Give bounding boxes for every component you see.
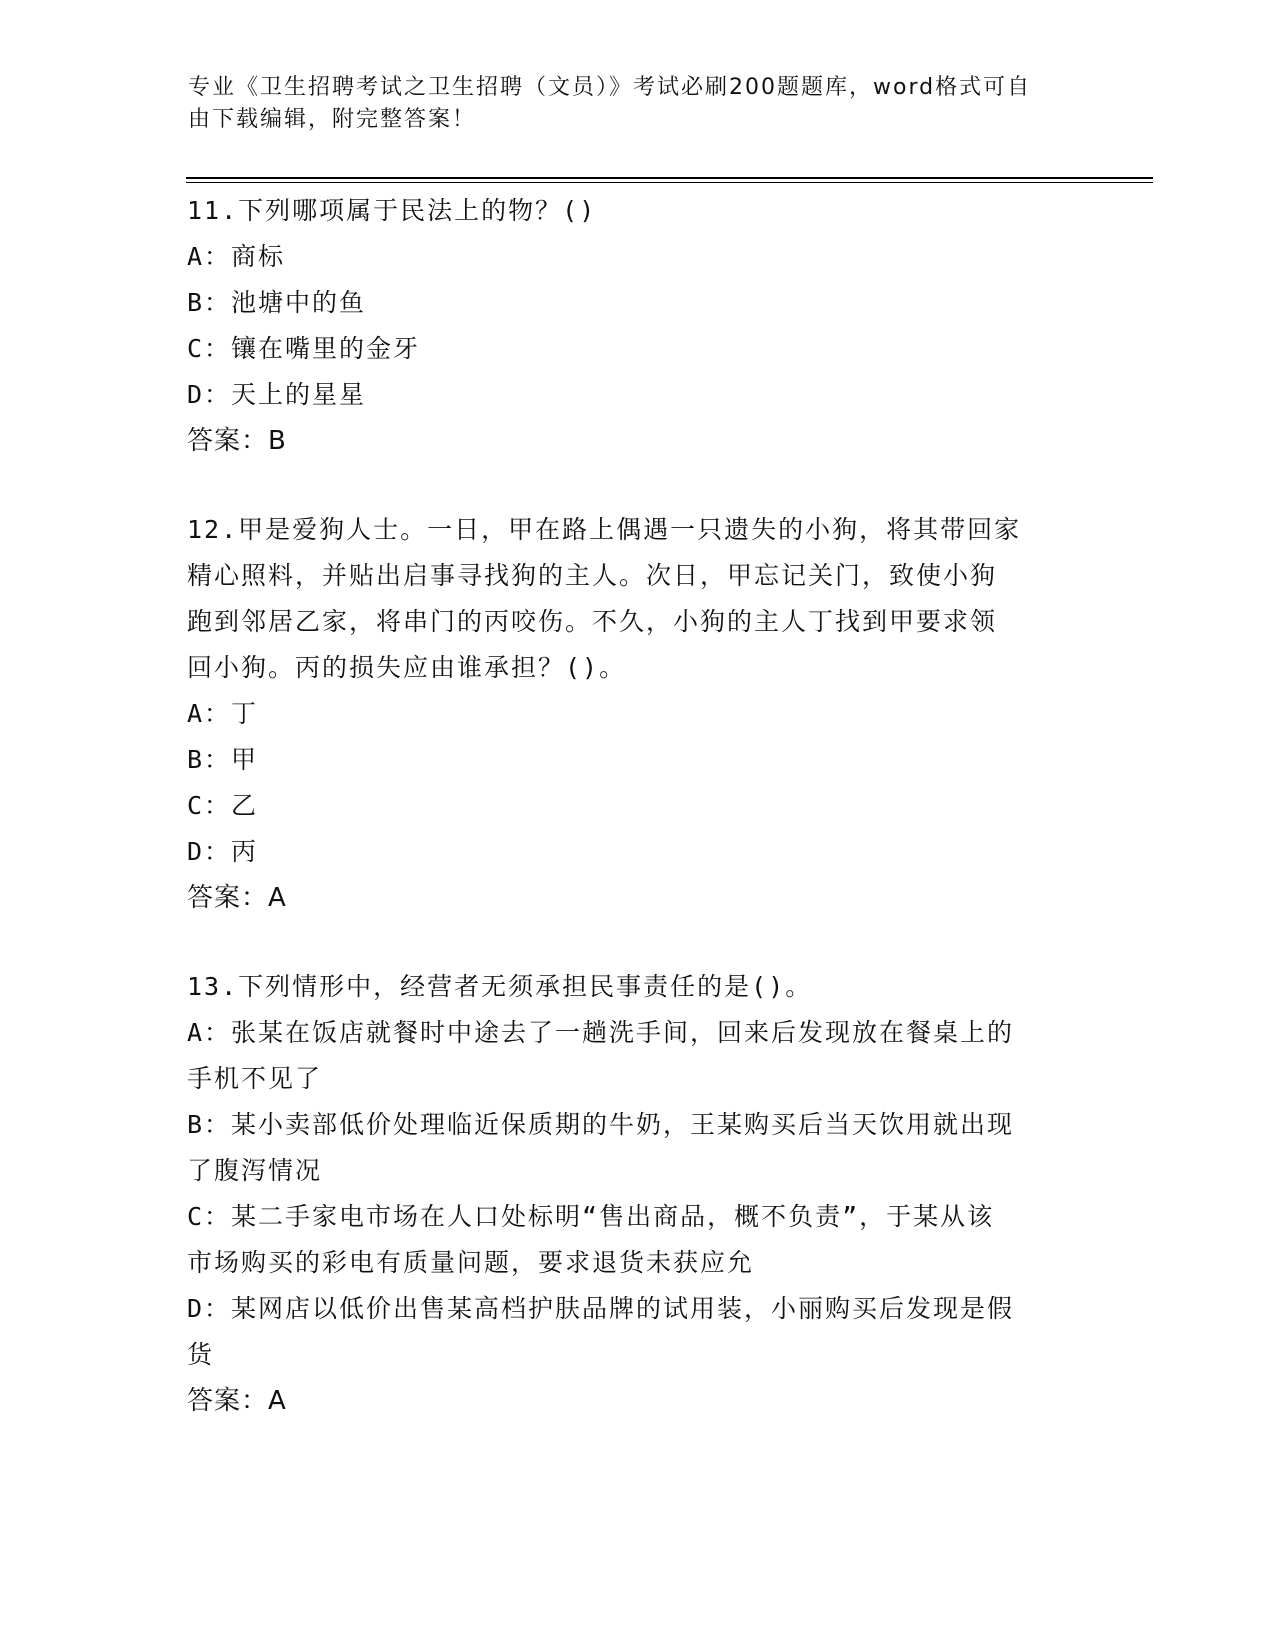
option-d: D：丙 bbox=[187, 837, 259, 866]
option-a: A：张某在饭店就餐时中途去了一趟洗手间，回来后发现放在餐桌上的 bbox=[187, 1018, 1015, 1047]
question-list bbox=[187, 188, 1087, 1467]
option-a: A：商标 bbox=[187, 242, 286, 271]
question-item bbox=[187, 964, 1087, 1424]
answer-text: 答案：A bbox=[187, 883, 287, 913]
question-stem: 回小狗。丙的损失应由谁承担？()。 bbox=[187, 653, 627, 682]
header-line: 由下载编辑，附完整答案！ bbox=[188, 107, 477, 132]
option-d: D：天上的星星 bbox=[187, 380, 367, 409]
option-a-cont: 手机不见了 bbox=[187, 1064, 323, 1093]
option-d-cont: 货 bbox=[187, 1340, 215, 1369]
question-stem: 11.下列哪项属于民法上的物？() bbox=[187, 196, 597, 225]
answer-text: 答案：A bbox=[187, 1386, 287, 1416]
option-b: B：池塘中的鱼 bbox=[187, 288, 367, 317]
question-stem: 跑到邻居乙家，将串门的丙咬伤。不久，小狗的主人丁找到甲要求领 bbox=[187, 607, 998, 636]
option-b: B：某小卖部低价处理临近保质期的牛奶，王某购买后当天饮用就出现 bbox=[187, 1110, 1015, 1139]
answer-text: 答案：B bbox=[187, 426, 287, 456]
option-c: C：乙 bbox=[187, 791, 259, 820]
question-item bbox=[187, 507, 1087, 921]
question-stem: 精心照料，并贴出启事寻找狗的主人。次日，甲忘记关门，致使小狗 bbox=[187, 561, 998, 590]
option-c-cont: 市场购买的彩电有质量问题，要求退货未获应允 bbox=[187, 1248, 755, 1277]
header-divider bbox=[186, 177, 1153, 179]
header-line: 专业《卫生招聘考试之卫生招聘（文员）》考试必刷200题题库，word格式可自 bbox=[188, 75, 1032, 100]
option-b: B：甲 bbox=[187, 745, 259, 774]
option-d: D：某网店以低价出售某高档护肤品牌的试用装，小丽购买后发现是假 bbox=[187, 1294, 1015, 1323]
option-c: C：镶在嘴里的金牙 bbox=[187, 334, 421, 363]
option-a: A：丁 bbox=[187, 699, 259, 728]
question-stem: 13.下列情形中，经营者无须承担民事责任的是()。 bbox=[187, 972, 813, 1001]
question-item bbox=[187, 188, 1087, 464]
option-c: C：某二手家电市场在人口处标明“售出商品，概不负责”，于某从该 bbox=[187, 1202, 995, 1231]
question-stem: 12.甲是爱狗人士。一日，甲在路上偶遇一只遗失的小狗，将其带回家 bbox=[187, 515, 1022, 544]
option-b-cont: 了腹泻情况 bbox=[187, 1156, 323, 1185]
header-divider-thin bbox=[186, 182, 1153, 183]
document-header bbox=[188, 72, 1068, 136]
